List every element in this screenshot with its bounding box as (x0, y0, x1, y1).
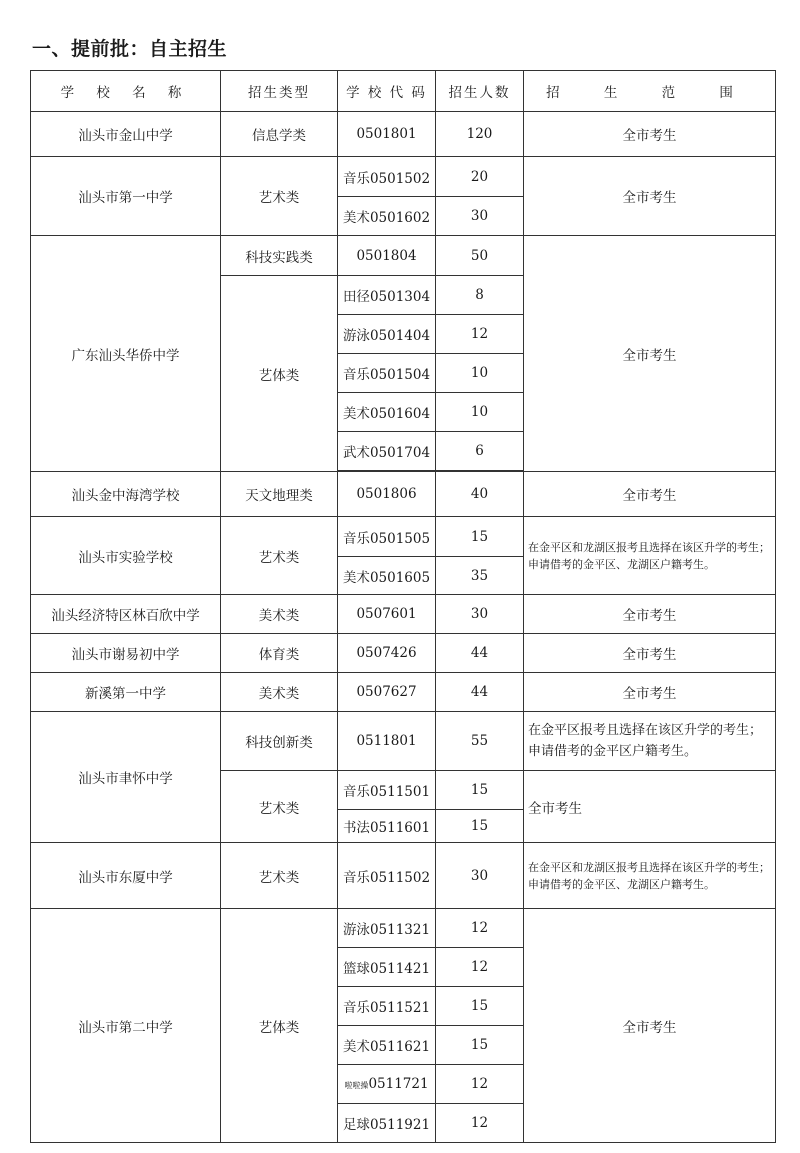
school-name: 新溪第一中学 (31, 673, 221, 712)
school-code: 美术0511621 (338, 1026, 436, 1065)
enroll-count: 44 (436, 634, 524, 673)
enroll-count: 15 (436, 987, 524, 1026)
school-name: 汕头金中海湾学校 (31, 472, 221, 517)
enroll-count: 44 (436, 673, 524, 712)
school-code: 美术0501605 (338, 557, 436, 595)
table-row (31, 157, 776, 197)
scope: 全市考生 (524, 112, 776, 157)
scope: 全市考生 (524, 673, 776, 712)
category: 信息学类 (221, 112, 338, 157)
category: 美术类 (221, 595, 338, 634)
page-title: 一、提前批：自主招生 (32, 38, 228, 60)
category: 艺术类 (221, 771, 338, 843)
category: 艺术类 (221, 517, 338, 595)
scope: 全市考生 (524, 771, 776, 843)
school-code: 音乐0511502 (338, 843, 436, 909)
header-scope: 招 生 范 围 (524, 71, 776, 112)
school-code: 啦啦操0511721 (338, 1065, 436, 1104)
category: 美术类 (221, 673, 338, 712)
school-name: 汕头市实验学校 (31, 517, 221, 595)
enroll-count: 6 (436, 432, 524, 471)
enroll-count: 15 (436, 810, 524, 843)
school-code: 游泳0501404 (338, 315, 436, 354)
school-code: 0507426 (338, 634, 436, 673)
enroll-count: 120 (436, 112, 524, 157)
school-code: 足球0511921 (338, 1104, 436, 1143)
enroll-count: 15 (436, 771, 524, 810)
scope: 全市考生 (524, 634, 776, 673)
category: 天文地理类 (221, 472, 338, 517)
enroll-count: 12 (436, 315, 524, 354)
header-code: 学 校 代 码 (338, 71, 436, 112)
table-row (31, 517, 776, 557)
school-code: 游泳0511321 (338, 909, 436, 948)
school-code: 篮球0511421 (338, 948, 436, 987)
table-header-row (31, 71, 776, 112)
school-code: 美术0501602 (338, 197, 436, 236)
enroll-count: 30 (436, 843, 524, 909)
enroll-count: 12 (436, 909, 524, 948)
table-row (31, 472, 776, 517)
header-count: 招生人数 (436, 71, 524, 112)
category: 艺体类 (221, 276, 338, 472)
scope: 全市考生 (524, 909, 776, 1143)
enroll-count: 12 (436, 948, 524, 987)
table-row (31, 112, 776, 157)
school-name: 汕头市聿怀中学 (31, 712, 221, 843)
table-row (31, 634, 776, 673)
scope: 在金平区和龙湖区报考且选择在该区升学的考生；申请借考的金平区、龙湖区户籍考生。 (524, 843, 776, 909)
school-code: 0507627 (338, 673, 436, 712)
table-row (31, 595, 776, 634)
enroll-count: 15 (436, 517, 524, 557)
school-name: 汕头市谢易初中学 (31, 634, 221, 673)
enroll-count: 8 (436, 276, 524, 315)
school-code: 0511801 (338, 712, 436, 771)
school-name: 汕头市金山中学 (31, 112, 221, 157)
enroll-count: 12 (436, 1065, 524, 1104)
category: 艺术类 (221, 157, 338, 236)
category: 科技创新类 (221, 712, 338, 771)
scope: 在金平区和龙湖区报考且选择在该区升学的考生；申请借考的金平区、龙湖区户籍考生。 (524, 517, 776, 595)
enroll-count: 30 (436, 595, 524, 634)
school-code: 美术0501604 (338, 393, 436, 432)
scope: 全市考生 (524, 157, 776, 236)
school-code: 音乐0511521 (338, 987, 436, 1026)
scope: 全市考生 (524, 595, 776, 634)
enroll-count: 30 (436, 197, 524, 236)
school-name: 汕头市第一中学 (31, 157, 221, 236)
school-code: 0501804 (338, 236, 436, 276)
school-code: 田径0501304 (338, 276, 436, 315)
enroll-count: 10 (436, 393, 524, 432)
enroll-count: 12 (436, 1104, 524, 1143)
table-row (31, 236, 776, 276)
table-row (31, 673, 776, 712)
school-code: 0501801 (338, 112, 436, 157)
school-name: 汕头市第二中学 (31, 909, 221, 1143)
school-code: 武术0501704 (338, 432, 436, 471)
header-category: 招生类型 (221, 71, 338, 112)
school-name: 汕头市东厦中学 (31, 843, 221, 909)
category: 艺体类 (221, 909, 338, 1143)
school-code: 音乐0511501 (338, 771, 436, 810)
scope: 在金平区报考且选择在该区升学的考生；申请借考的金平区户籍考生。 (524, 712, 776, 771)
enroll-count: 35 (436, 557, 524, 595)
enroll-count: 15 (436, 1026, 524, 1065)
enroll-count: 50 (436, 236, 524, 276)
admission-table (30, 70, 776, 1143)
school-code: 音乐0501502 (338, 157, 436, 197)
table-row (31, 843, 776, 909)
enroll-count: 10 (436, 354, 524, 393)
category: 科技实践类 (221, 236, 338, 276)
school-name: 汕头经济特区林百欣中学 (31, 595, 221, 634)
table-row (31, 712, 776, 771)
scope: 全市考生 (524, 472, 776, 517)
category: 艺术类 (221, 843, 338, 909)
school-code: 音乐0501505 (338, 517, 436, 557)
enroll-count: 40 (436, 472, 524, 517)
enroll-count: 55 (436, 712, 524, 771)
category: 体育类 (221, 634, 338, 673)
enroll-count: 20 (436, 157, 524, 197)
school-code: 0507601 (338, 595, 436, 634)
scope: 全市考生 (524, 236, 776, 472)
school-name: 广东汕头华侨中学 (31, 236, 221, 472)
header-school: 学 校 名 称 (31, 71, 221, 112)
school-code: 0501806 (338, 472, 436, 517)
table-row (31, 909, 776, 948)
school-code: 书法0511601 (338, 810, 436, 843)
school-code: 音乐0501504 (338, 354, 436, 393)
